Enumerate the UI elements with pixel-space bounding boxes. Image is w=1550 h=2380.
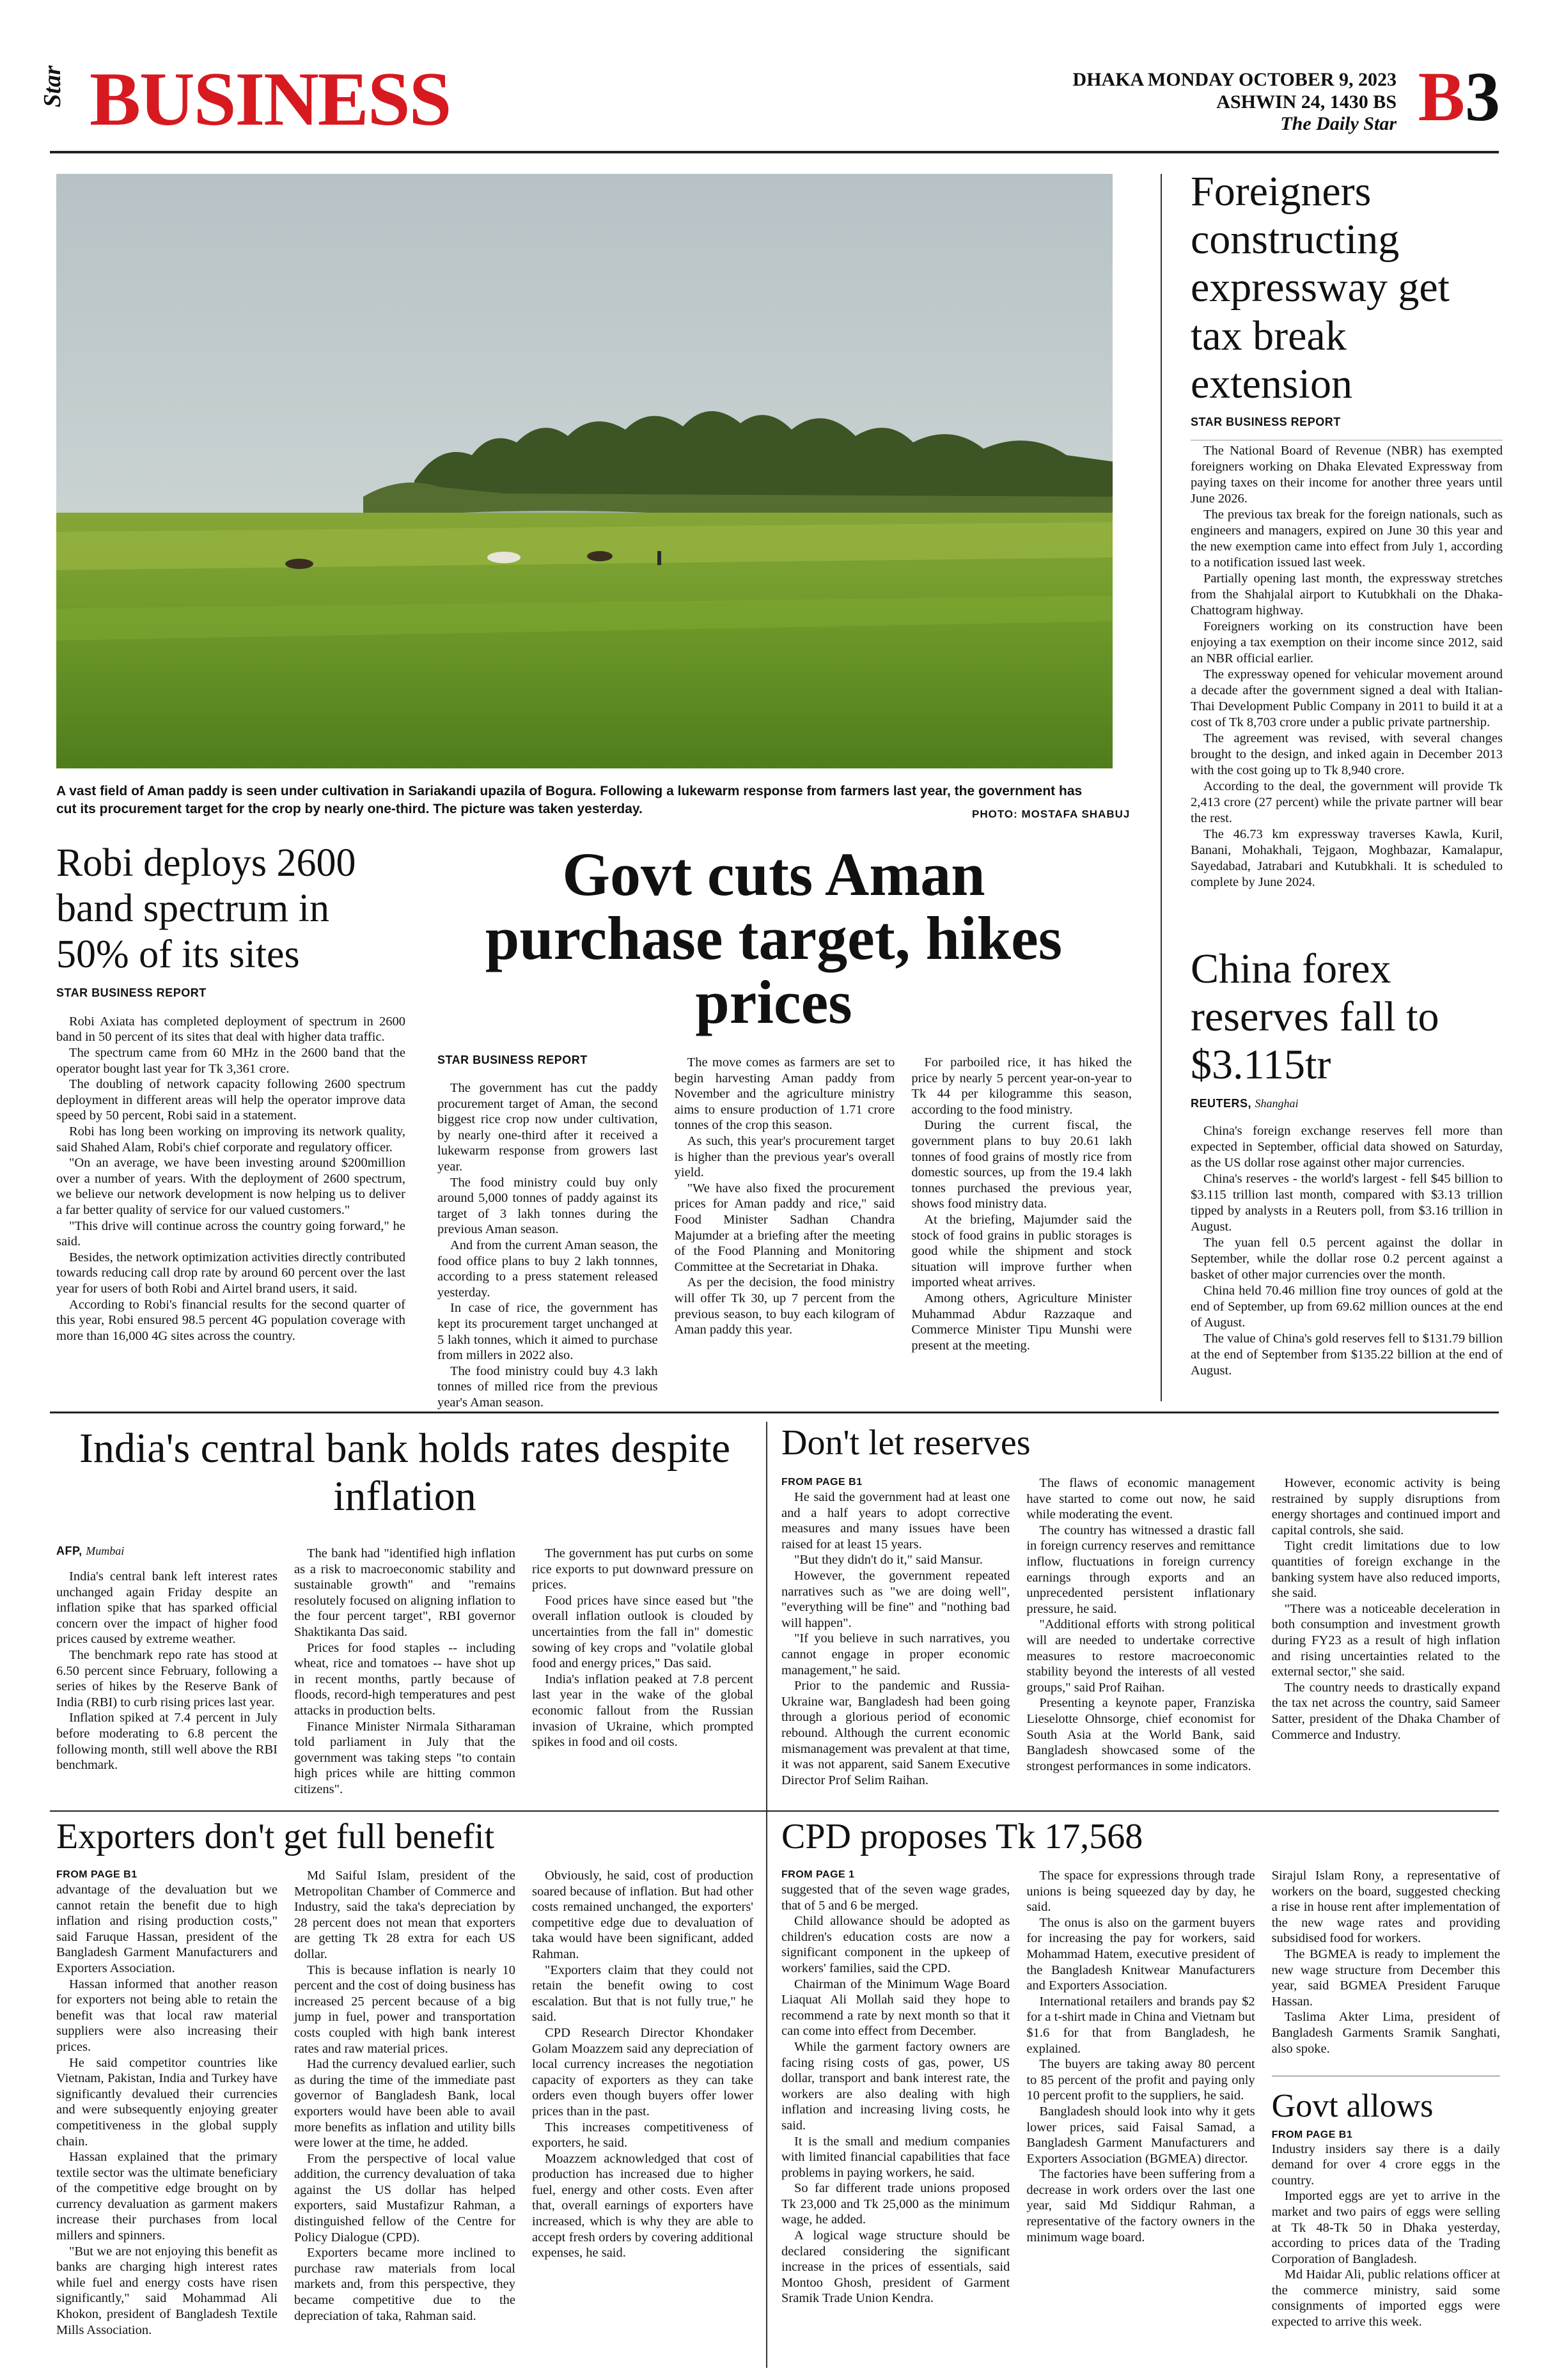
aman-byline: STAR BUSINESS REPORT: [437, 1054, 588, 1066]
india-column-1: [56, 1546, 278, 1801]
paragraph: As per the decision, the food ministry will offer Tk 30, up 7 percent from the previous season, to buy each kilogram of Aman paddy this year.: [674, 1275, 895, 1337]
reserves-body: [781, 1475, 1500, 1808]
china-byline: [1191, 1097, 1503, 1110]
reserves-column-2: [1026, 1475, 1255, 1808]
paragraph: He said competitor countries like Vietnam, Pakistan, India and Turkey have significantly devalued their currencies and were subsequently enjoying greater competitiveness in the global supply chain.: [56, 2055, 278, 2149]
page-digit: 3: [1465, 58, 1500, 136]
paragraph: "This drive will continue across the country going forward," he said.: [56, 1218, 405, 1249]
paragraph: "But we are not enjoying this benefit as banks are charging high interest rates while fuel and energy costs have risen significantly," said Mohammad Ali Khokon, president of Bangladesh Textile Mills Association.: [56, 2244, 278, 2337]
paragraph: As such, this year's procurement target is higher than the previous year's overall yield.: [674, 1133, 895, 1180]
india-column-2: [294, 1546, 515, 1801]
aman-field-photo: [56, 174, 1113, 768]
paragraph: The spectrum came from 60 MHz in the 2600 band that the operator bought last year for Tk 3,361 crore.: [56, 1046, 405, 1076]
date-text: DHAKA MONDAY OCTOBER 9, 2023: [1072, 69, 1397, 90]
paragraph: Finance Minister Nirmala Sitharaman told parliament in July that the government was taking steps "to contain high prices while are hitting common citizens".: [294, 1719, 515, 1796]
mid-rule: [50, 1412, 1499, 1413]
expressway-headline: Foreigners constructing expressway get tax break extension: [1191, 168, 1450, 407]
paragraph: suggested that of the seven wage grades, that of 5 and 6 be merged.: [781, 1883, 1010, 1913]
paragraph: The expressway opened for vehicular movement around a decade after the government signed a deal with Italian-Thai Development Public Company in 2011 to build it at a cost of Tk 8,703 crore under a public private partnership.: [1191, 667, 1503, 730]
paragraph: China's reserves - the world's largest - fell $45 billion to $3.115 trillion last month, compared with $3.13 trillion tipped by analysts in a Reuters poll, from $3.16 trillion in August.: [1191, 1171, 1503, 1234]
paragraph: The onus is also on the garment buyers for increasing the pay for workers, said Mohammad Hatem, executive president of the Bangladesh Knitwear Manufacturers and Exporters Association.: [1026, 1915, 1255, 1993]
cpd-column-1: [781, 1868, 1010, 2373]
paragraph: A logical wage structure should be declared considering the significant increase in the prices of essentials, said Montoo Ghosh, president of Garment Sramik Trade Union Kendra.: [781, 2228, 1010, 2306]
paragraph: Chairman of the Minimum Wage Board Liaquat Ali Mollah said they hope to recommend a rate by next month so that it can come into effect from December.: [781, 1977, 1010, 2039]
paragraph: Md Saiful Islam, president of the Metropolitan Chamber of Commerce and Industry, said the taka's depreciation by 28 percent does not mean that exporters are getting Tk 28 extra for each US dollar.: [294, 1869, 515, 1961]
paragraph: The flaws of economic management have started to come out now, he said while moderating the event.: [1026, 1476, 1255, 1522]
exporters-headline: Exporters don't get full benefit: [56, 1817, 495, 1856]
right-column-rule: [1161, 174, 1162, 1401]
paragraph: However, economic activity is being restrained by supply disruptions from energy shortages and continued import and capital controls, she said.: [1271, 1476, 1500, 1537]
paragraph: However, the government repeated narratives such as "we are doing well", "everything will be fine" and "nothing bad will happen".: [781, 1568, 1010, 1630]
aman-field-illustration: [56, 174, 1113, 768]
robi-story: [56, 841, 405, 1344]
paragraph: "If you believe in such narratives, you cannot engage in proper economic management," he said.: [781, 1631, 1010, 1677]
reserves-headline: Don't let reserves: [781, 1423, 1031, 1463]
china-story: [1191, 945, 1503, 1379]
paper-name: The Daily Star: [1280, 113, 1397, 134]
expressway-story: [1191, 167, 1503, 891]
exporters-body: [56, 1868, 753, 2373]
paragraph: The bank had "identified high inflation as a risk to macroeconomic stability and sustainable growth" and "remains resolutely focused on aligning inflation to the four percent target", RBI governor Shaktikanta Das said.: [294, 1546, 515, 1639]
paragraph: The government has put curbs on some rice exports to put downward pressure on prices.: [532, 1546, 753, 1592]
cpd-column-2: [1026, 1868, 1255, 2373]
paragraph: The food ministry could buy only around 5,000 tonnes of paddy against its target of 3 lakh tonnes during the previous Aman season.: [437, 1175, 658, 1237]
paragraph: The buyers are taking away 80 percent to 85 percent of the profit and paying only 10 percent profit to the suppliers, he said.: [1026, 2057, 1255, 2103]
paragraph: "Additional efforts with strong political will are needed to undertake corrective measures to restore macroeconomic stability beyond the interests of all vested groups," said Prof Raihan.: [1026, 1617, 1255, 1695]
paragraph: This is because inflation is nearly 10 percent and the cost of doing business has increased 25 percent because of a big jump in fuel, power and transportation costs coupled with high bank interest rates and raw material prices.: [294, 1963, 515, 2056]
paragraph: The country needs to drastically expand the tax net across the country, said Sameer Satter, president of the Dhaka Chamber of Commerce and Industry.: [1271, 1680, 1500, 1742]
paragraph: Industry insiders say there is a daily demand for over 4 crore eggs in the country.: [1271, 2142, 1500, 2188]
section-title: BUSINESS: [90, 56, 451, 141]
paragraph: According to the deal, the government will provide Tk 2,413 crore (27 percent) while the private partner will bear the rest.: [1191, 779, 1503, 826]
paragraph: Tight credit limitations due to low quantities of foreign exchange in the banking system have also reduced imports, she said.: [1271, 1539, 1500, 1601]
china-agency: REUTERS,: [1191, 1096, 1252, 1110]
paragraph: At the briefing, Majumder said the stock of food grains in public storages is good while the shipment and stock situation will improve further when imported wheat arrives.: [911, 1212, 1132, 1290]
paragraph: Prior to the pandemic and Russia-Ukraine war, Bangladesh had been going through a glorious period of economic rebound. Although the current economic mismanagement was prevalent at that time, it was not apparent, said Sanem Executive Director Prof Selim Raihan.: [781, 1679, 1010, 1787]
exporters-byline: FROM PAGE B1: [56, 1869, 137, 1880]
robi-headline: Robi deploys 2600 band spectrum in 50% of its sites: [56, 841, 356, 976]
paragraph: Sirajul Islam Rony, a representative of workers on the board, suggested checking a rise in house rent after implementation of the new wage rates and providing subsidised food for workers.: [1271, 1869, 1500, 1946]
paragraph: The move comes as farmers are set to begin harvesting Aman paddy from November and the agriculture ministry aims to ensure production of 1.71 crore tonnes of the crop this season.: [674, 1055, 895, 1133]
paragraph: Foreigners working on its construction have been enjoying a tax exemption on their income since 2012, said an NBR official earlier.: [1191, 619, 1503, 666]
paragraph: Inflation spiked at 7.4 percent in July before moderating to 6.8 percent the following month, still well above the RBI benchmark.: [56, 1711, 278, 1773]
govt-allows-story: [1272, 2076, 1500, 2330]
paragraph: Presenting a keynote paper, Franziska Lieselotte Ohnsorge, chief economist for South Asia at the World Bank, said Bangladesh showcased some of the strongest performances in some indicators.: [1026, 1696, 1255, 1773]
paragraph: Bangladesh should look into why it gets lower prices, said Faisal Samad, a Bangladesh Garment Manufacturers and Exporters Association (BGMEA) director.: [1026, 2104, 1255, 2166]
govt-allows-headline: Govt allows: [1271, 2088, 1434, 2125]
paragraph: Robi has long been working on improving its network quality, said Shahed Alam, Robi's chief corporate and regulatory officer.: [56, 1124, 405, 1155]
paragraph: Md Haidar Ali, public relations officer at the commerce ministry, said some consignments of imported eggs were expected to arrive this week.: [1271, 2267, 1500, 2329]
paragraph: Had the currency devalued earlier, such as during the time of the immediate past governor of Bangladesh Bank, local exporters would have been able to avail more benefits as inflation and utility bills were lower at the time, he added.: [294, 2057, 515, 2151]
india-dateline: Mumbai: [86, 1544, 125, 1557]
paragraph: Obviously, he said, cost of production soared because of inflation. But had other costs remained unchanged, the exporters' competitive edge due to devaluation of taka would have been significant, added Rahman.: [532, 1869, 753, 1961]
india-headline: India's central bank holds rates despite inflation: [79, 1425, 731, 1520]
govt-allows-byline: FROM PAGE B1: [1271, 2129, 1353, 2141]
masthead-rule: [50, 151, 1499, 153]
paragraph: And from the current Aman season, the food office plans to buy 2 lakh tonnnes, according to a press statement released yesterday.: [437, 1238, 658, 1300]
china-body: [1191, 1123, 1503, 1379]
paragraph: The government has cut the paddy procurement target of Aman, the second biggest rice crop now under cultivation, by nearly one-third after it received a lukewarm response from growers last year.: [437, 1081, 658, 1174]
paragraph: Taslima Akter Lima, president of Bangladesh Garments Sramik Sanghati, also spoke.: [1271, 2010, 1500, 2056]
masthead-logo: Star: [39, 65, 66, 107]
reserves-byline: FROM PAGE B1: [781, 1477, 863, 1488]
paragraph: The BGMEA is ready to implement the new wage structure from December this year, said BGMEA President Faruque Hassan.: [1271, 1947, 1500, 2009]
lower-column-rule: [766, 1422, 767, 2368]
exporters-column-3: [532, 1868, 753, 2373]
reserves-column-3: [1272, 1475, 1500, 1808]
paragraph: For parboiled rice, it has hiked the price by nearly 5 percent year-on-year to Tk 44 per kilogramme this season, according to the food ministry.: [911, 1055, 1132, 1117]
paragraph: Among others, Agriculture Minister Muhammad Abdur Razzaque and Commerce Minister Tipu Munshi were present at the meeting.: [911, 1291, 1132, 1353]
paragraph: India's inflation peaked at 7.8 percent last year in the wake of the global economic fallout from the Russian invasion of Ukraine, which prompted spikes in food and oil costs.: [532, 1672, 753, 1750]
cpd-headline: CPD proposes Tk 17,568: [781, 1817, 1143, 1856]
paragraph: The agreement was revised, with several changes brought to the design, and inked again in December 2013 with the cost going up to Tk 8,940 crore.: [1191, 731, 1503, 778]
paragraph: Prices for food staples -- including wheat, rice and tomatoes -- have shot up in recent months, partly because of floods, record-high temperatures and pest attacks in production belts.: [294, 1640, 515, 1718]
paragraph: Exporters became more inclined to purchase raw materials from local markets and, from this perspective, they became competitive due to the depreciation of taka, Rahman said.: [294, 2246, 515, 2323]
paragraph: "But they didn't do it," said Mansur.: [794, 1553, 983, 1567]
paragraph: It is the small and medium companies with limited financial capabilities that face problems in paying workers, he said.: [781, 2134, 1010, 2180]
paragraph: He said the government had at least one and a half years to adopt corrective measures and many issues have been raised for at least 15 years.: [781, 1490, 1010, 1552]
paragraph: Food prices have since eased but "the overall inflation outlook is clouded by uncertainties from the fall in" domestic sowing of key crops and "volatile global food and energy prices," Das said.: [532, 1593, 753, 1671]
paragraph: "On an average, we have been investing around $200million over a number of years. With the deployment of 2600 spectrum, we believe our network development is now helping us to deliver a far better quality of service for our valued customers.": [56, 1156, 405, 1218]
aman-headline: Govt cuts Aman purchase target, hikes prices: [485, 840, 1063, 1036]
paragraph: China held 70.46 million fine troy ounces of gold at the end of September, up from 69.62 million ounces at the end of August.: [1191, 1283, 1503, 1330]
paragraph: The value of China's gold reserves fell to $131.79 billion at the end of September from $135.22 billion at the end of August.: [1191, 1331, 1503, 1378]
paragraph: The benchmark repo rate has stood at 6.50 percent since February, following a series of hikes by the Reserve Bank of India (RBI) to curb rising prices last year.: [56, 1647, 278, 1709]
paragraph: The yuan fell 0.5 percent against the dollar in September, while the dollar rose 0.2 percent against a basket of other major currencies over the month.: [1191, 1235, 1503, 1282]
india-body: [56, 1546, 753, 1801]
cpd-column-3: [1272, 1868, 1500, 2373]
paragraph: The factories have been suffering from a decrease in work orders over the last one year, said Md Siddiqur Rahman, a representative of the factory owners in the minimum wage board.: [1026, 2167, 1255, 2244]
paragraph: The 46.73 km expressway traverses Kawla, Kuril, Banani, Mohakhali, Tejgaon, Moghbazar, Kamalapur, Sayedabad, Jatrabari and Kutubkhali. It is scheduled to complete by June 2024.: [1191, 827, 1503, 890]
expressway-byline: STAR BUSINESS REPORT: [1191, 416, 1341, 429]
paragraph: The National Board of Revenue (NBR) has exempted foreigners working on Dhaka Elevated Expressway from paying taxes on their income for another three years until June 2026.: [1191, 444, 1503, 506]
paragraph: Robi Axiata has completed deployment of spectrum in 2600 band in 50 percent of its sites that deal with higher data traffic.: [56, 1014, 405, 1045]
paragraph: Moazzem acknowledged that cost of production has increased due to higher fuel, energy and other costs. Even after that, overall earnings of exporters have increased, which is why they are able to accept fresh orders by covering additional expenses, he said.: [532, 2151, 753, 2260]
exporters-column-1: [56, 1868, 278, 2373]
paragraph: During the current fiscal, the government plans to buy 20.61 lakh tonnes of food grains of mostly rice from domestic sources, up from the 19.4 lakh tonnes purchased the previous year, shows food ministry data.: [911, 1118, 1132, 1211]
aman-column-2: [675, 1055, 895, 1400]
page-number: [1418, 58, 1500, 136]
exporters-column-2: [294, 1868, 515, 2373]
china-dateline: Shanghai: [1255, 1096, 1299, 1110]
cpd-body: [781, 1868, 1500, 2373]
photo-credit: PHOTO: MOSTAFA SHABUJ: [972, 808, 1131, 820]
india-agency: AFP,: [56, 1544, 82, 1557]
paragraph: The previous tax break for the foreign nationals, such as engineers and managers, expired on June 30 this year and the new exemption came into effect from July 1, according to a notification issued last week.: [1191, 508, 1503, 570]
paragraph: The country has witnessed a drastic fall in foreign currency reserves and remittance inflow, fluctuations in foreign currency earnings through exports and an unprecedented persistent inflationary pressure, he said.: [1026, 1523, 1255, 1616]
china-headline: China forex reserves fall to $3.115tr: [1191, 945, 1439, 1089]
paragraph: "Exporters claim that they could not retain the benefit owing to cost escalation. But that is not fully true," he said.: [532, 1963, 753, 2025]
cpd-byline: FROM PAGE 1: [781, 1869, 855, 1880]
reserves-column-1: [781, 1475, 1010, 1808]
aman-column-1: [437, 1055, 658, 1410]
paragraph: CPD Research Director Khondaker Golam Moazzem said any depreciation of local currency increases the negotiation capacity of exporters as they can take orders even though buyers offer lower prices than in the past.: [532, 2025, 753, 2119]
lower-rule: [50, 1810, 1499, 1812]
expressway-body: [1191, 443, 1503, 891]
paragraph: The space for expressions through trade unions is being squeezed day by day, he said.: [1026, 1869, 1255, 1915]
paragraph: Child allowance should be adopted as children's education costs are now a significant component in the upkeep of workers' families, said the CPD.: [781, 1914, 1010, 1975]
robi-byline: STAR BUSINESS REPORT: [56, 986, 207, 999]
paragraph: In case of rice, the government has kept its procurement target unchanged at 5 lakh tonnes, which it aimed to purchase from millers in 2022 also.: [437, 1301, 658, 1363]
paragraph: "There was a noticeable deceleration in both consumption and investment growth during FY23 as a result of high inflation and rising uncertainties related to the external sector," she said.: [1271, 1601, 1500, 1679]
paragraph: Hassan explained that the primary textile sector was the ultimate beneficiary of the competitive edge brought on by currency devaluation as garment makers increase their purchases from local millers and spinners.: [56, 2150, 278, 2243]
paragraph: From the perspective of local value addition, the currency devaluation of taka against the US dollar has helped exporters, said Mustafizur Rahman, a distinguished fellow of the Centre for Policy Dialogue (CPD).: [294, 2151, 515, 2244]
aman-column-3: [911, 1055, 1132, 1400]
paragraph: Hassan informed that another reason for exporters not being able to retain the benefit was that local raw material suppliers were also increasing their prices.: [56, 1977, 278, 2054]
paragraph: advantage of the devaluation but we cannot retain the benefit due to high inflation and rising production costs," said Faruque Hassan, president of the Bangladesh Garment Manufacturers and Exporters Association.: [56, 1883, 278, 1975]
paragraph: This increases competitiveness of exporters, he said.: [532, 2120, 753, 2151]
aman-body: [437, 1055, 1132, 1410]
paragraph: India's central bank left interest rates unchanged again Friday despite an inflation spike that has sparked official concern over the impact of higher food prices caused by extreme weather.: [56, 1569, 278, 1647]
paragraph: Besides, the network optimization activities directly contributed towards reducing call drop rate by around 60 percent over the last year for users of both Robi and Airtel brand users, it said.: [56, 1250, 405, 1296]
india-column-3: [532, 1546, 753, 1801]
bangla-date: ASHWIN 24, 1430 BS: [1216, 91, 1397, 113]
paragraph: Imported eggs are yet to arrive in the market and two pairs of eggs were selling at Tk 48-Tk 50 in Dhaka yesterday, according to prices data of the Trading Corporation of Bangladesh.: [1271, 2189, 1500, 2266]
paragraph: China's foreign exchange reserves fell more than expected in September, official data showed on Saturday, as the US dollar rose against other major currencies.: [1191, 1123, 1503, 1170]
paragraph: "We have also fixed the procurement prices for Aman paddy and rice," said Food Minister Sadhan Chandra Majumder at a briefing after the meeting of the Food Planning and Monitoring Committee at the Secretariat in Dhaka.: [674, 1181, 895, 1274]
page-letter: B: [1418, 58, 1465, 136]
paragraph: So far different trade unions proposed Tk 23,000 and Tk 25,000 as the minimum wage, he added.: [781, 2181, 1010, 2227]
paragraph: Partially opening last month, the expressway stretches from the Shahjalal airport to Kutubkhali on the Dhaka-Chattogram highway.: [1191, 572, 1503, 618]
photo-caption: A vast field of Aman paddy is seen under cultivation in Sariakandi upazila of Bogura. Following a lukewarm response from farmers last year, the government has cut its procurement target for the crop by nearly one-third. The picture was taken yesterday.: [56, 784, 1083, 817]
paragraph: The doubling of network capacity following 2600 spectrum deployment in different areas will help the operator improve data speed by 50 percent, Robi said in a statement.: [56, 1077, 405, 1123]
paragraph: While the garment factory owners are facing rising costs of gas, power, US dollar, transport and bank interest rate, the workers are also dealing with high inflation and increasing living costs, he said.: [781, 2039, 1010, 2133]
dateline: [1073, 69, 1397, 136]
robi-body: [56, 1014, 405, 1344]
paragraph: International retailers and brands pay $2 for a t-shirt made in China and Vietnam but $1.6 for that from Bangladesh, he explained.: [1026, 1994, 1255, 2056]
paragraph: According to Robi's financial results for the second quarter of this year, Robi ensured 98.5 percent 4G population coverage with more than 16,000 4G sites across the country.: [56, 1297, 405, 1343]
paragraph: The food ministry could buy 4.3 lakh tonnes of milled rice from the previous year's Aman season.: [437, 1364, 658, 1410]
